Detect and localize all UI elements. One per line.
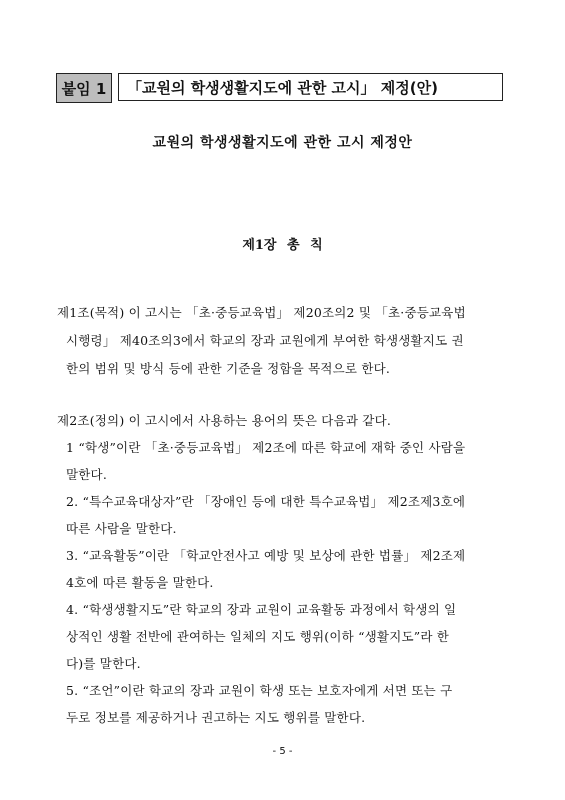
- document-title: 교원의 학생생활지도에 관한 고시 제정안: [152, 135, 413, 151]
- article2-line: 2. “특수교육대상자”란 「장애인 등에 대한 특수교육법」 제2조제3호에: [66, 494, 466, 509]
- article2-line: 3. “교육활동”이란 「학교안전사고 예방 및 보상에 관한 법률」 제2조제: [66, 548, 466, 563]
- chapter-heading: 제1장 총 칙: [242, 238, 323, 253]
- attachment-title: 「교원의 학생생활지도에 관한 고시」 제정(안): [118, 73, 503, 101]
- article2-line: 따른 사람을 말한다.: [66, 521, 177, 536]
- attachment-header: [56, 73, 503, 103]
- article2-line: 말한다.: [66, 467, 107, 482]
- article2-line: 4. “학생생활지도”란 학교의 장과 교원이 교육활동 과정에서 학생의 일: [66, 602, 457, 617]
- page-number: - 5 -: [272, 746, 293, 757]
- article2-line: 4호에 따른 활동을 말한다.: [66, 575, 214, 590]
- article2-line: 1 “학생”이란 「초·중등교육법」 제2조에 따른 학교에 재학 중인 사람을: [66, 440, 466, 455]
- attachment-badge: 붙임 1: [56, 73, 112, 103]
- article1-line: 시행령」 제40조의3에서 학교의 장과 교원에게 부여한 학생생활지도 권: [66, 333, 464, 348]
- article2-line: 상적인 생활 전반에 관여하는 일체의 지도 행위(이하 “생활지도”라 한: [66, 629, 450, 644]
- article2-line: 두로 정보를 제공하거나 권고하는 지도 행위를 말한다.: [66, 710, 366, 725]
- article2-line: 제2조(정의) 이 고시에서 사용하는 용어의 뜻은 다음과 같다.: [57, 413, 392, 428]
- article1-line: 한의 범위 및 방식 등에 관한 기준을 정함을 목적으로 한다.: [66, 361, 391, 376]
- article2-line: 다)를 말한다.: [66, 656, 141, 671]
- article1-line: 제1조(목적) 이 고시는 「초·중등교육법」 제20조의2 및 「초·중등교육법: [57, 305, 466, 320]
- article2-line: 5. “조언”이란 학교의 장과 교원이 학생 또는 보호자에게 서면 또는 구: [66, 683, 453, 698]
